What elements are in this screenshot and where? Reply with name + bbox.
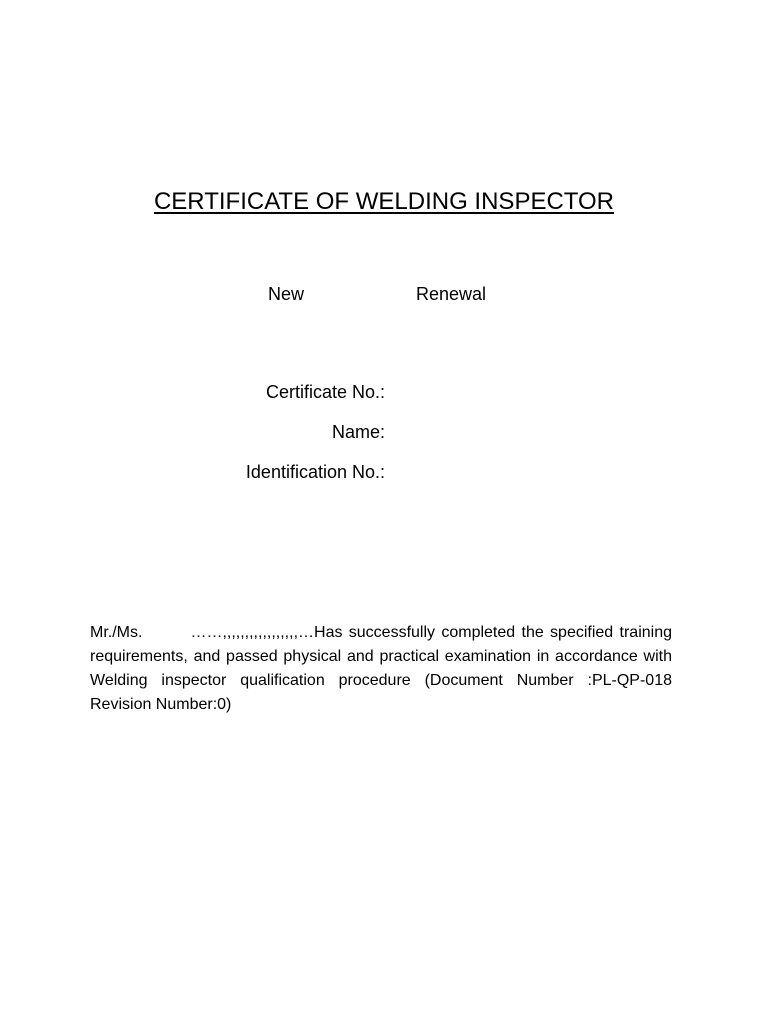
salutation: Mr./Ms. xyxy=(90,624,143,641)
option-renewal: Renewal xyxy=(416,284,487,304)
name-label: Name: xyxy=(331,422,385,442)
option-new: New xyxy=(268,284,305,304)
statement-text: ……,,,,,,,,,,,,,,,,,…Has successfully completed the specified training requirements, and passed physical and practical examination in accordance with Welding inspector qualification procedure (Document Number :PL-QP-018 Revision Number:0) xyxy=(90,624,672,713)
certificate-no-label: Certificate No.: xyxy=(265,382,385,402)
identification-no-label: Identification No.: xyxy=(245,462,385,482)
certificate-title: CERTIFICATE OF WELDING INSPECTOR xyxy=(153,188,615,215)
certification-statement xyxy=(90,621,672,717)
